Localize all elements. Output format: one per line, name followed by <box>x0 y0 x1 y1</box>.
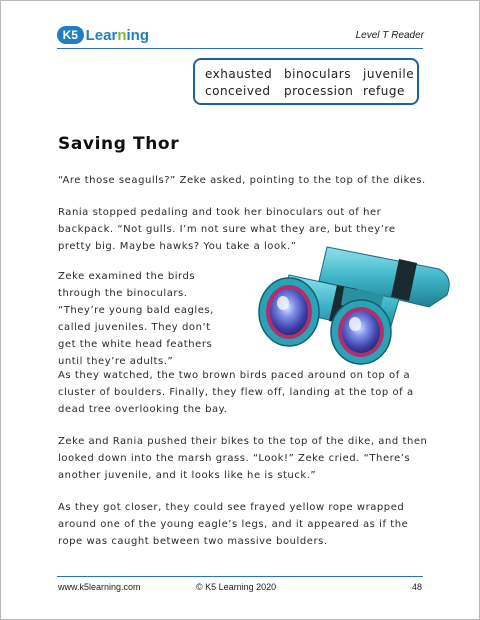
vocab-word: juvenile <box>363 67 415 81</box>
reader-level: Level T Reader <box>355 30 424 41</box>
vocab-word: exhausted <box>205 67 273 81</box>
vocab-word: binoculars <box>284 67 351 81</box>
paragraph: Rania stopped pedaling and took her binoculars out of her backpack. “Not gulls. I’m not sure what they are, but they’re pretty big. Maybe hawks? You take a look.” <box>58 207 396 252</box>
paragraph: As they watched, the two brown birds paced around on top of a cluster of boulders. Finally, they flew off, landing at the top of a dead tree overlooking the bay. <box>58 370 414 415</box>
footer-website: www.k5learning.com <box>58 582 141 592</box>
header-divider <box>57 48 423 49</box>
k5-learning-logo <box>57 24 149 46</box>
paragraph: Zeke and Rania pushed their bikes to the top of the dike, and then looked down into the marsh grass. “Look!” Zeke cried. “There’s another juvenile, and it looks like he is stuck.” <box>58 436 428 481</box>
page-number: 48 <box>411 582 422 592</box>
logo-wordmark: Learning <box>85 26 149 44</box>
logo-badge: K5 <box>57 26 84 44</box>
binoculars-icon <box>249 237 459 367</box>
footer-copyright: © K5 Learning 2020 <box>196 582 277 592</box>
vocab-word: refuge <box>363 84 405 98</box>
vocab-word: conceived <box>205 84 271 98</box>
paragraph: As they got closer, they could see frayed yellow rope wrapped around one of the young eagle’s legs, and it appeared as if the rope was caught between two massive boulders. <box>58 502 409 547</box>
story-title: Saving Thor <box>58 134 180 154</box>
vocab-word: procession <box>284 84 354 98</box>
paragraph: Zeke examined the birds through the binoculars. “They’re young bald eagles, called juveniles. They don’t get the white head feathers until they’re adults.” <box>58 271 214 367</box>
footer-divider <box>57 576 423 577</box>
paragraph: “Are those seagulls?” Zeke asked, pointing to the top of the dikes. <box>58 175 426 186</box>
vocabulary-box <box>193 58 419 105</box>
